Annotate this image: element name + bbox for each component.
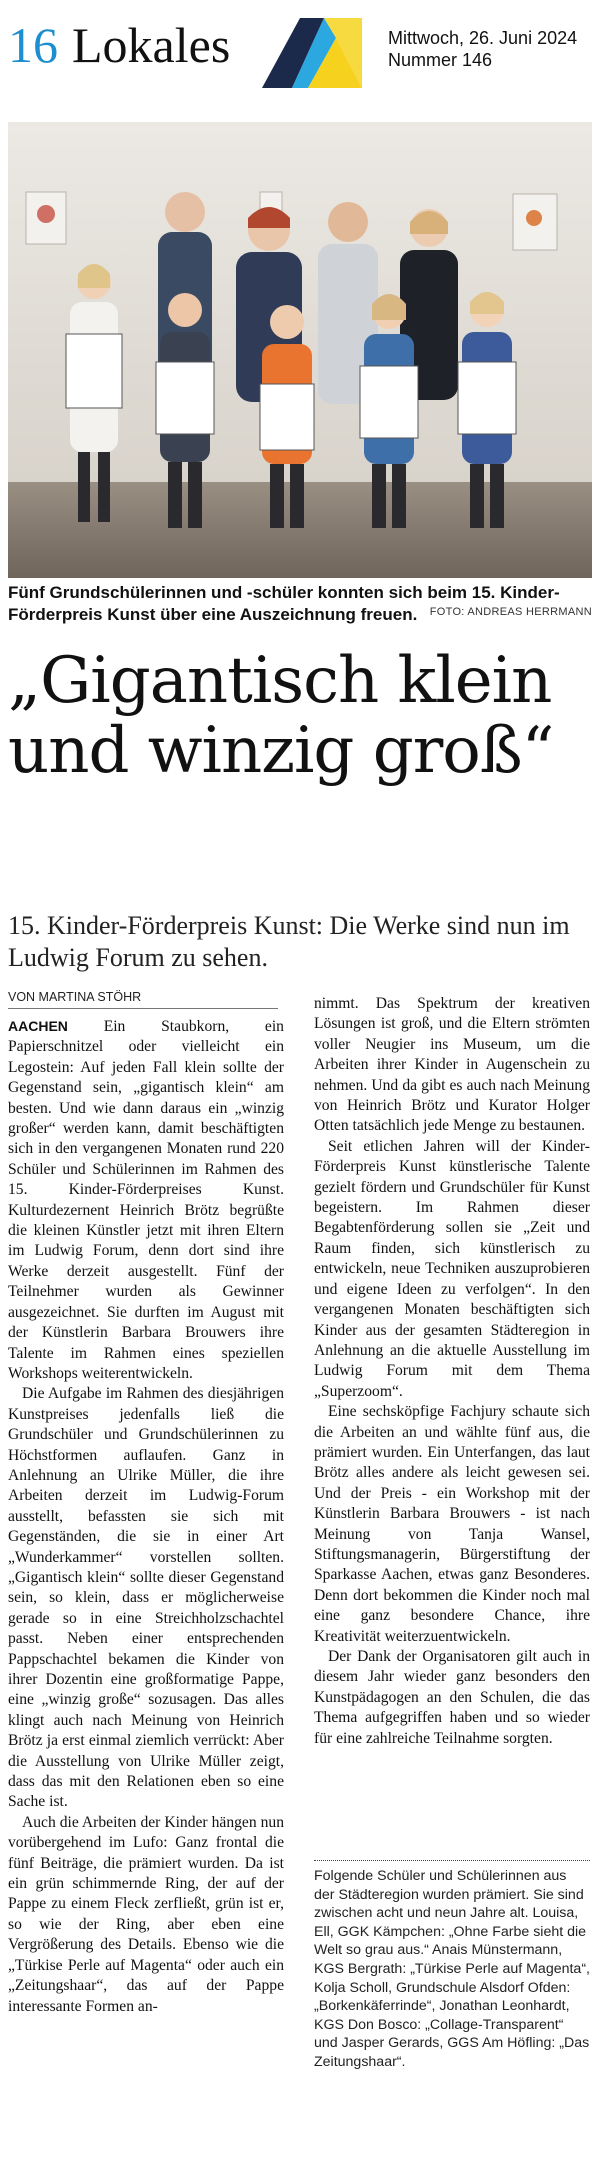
article-paragraph: [8, 1016, 284, 1384]
page-header: [0, 0, 600, 92]
article-headline: „Gigantisch klein und winzig groß“: [8, 644, 554, 788]
article-paragraph: Eine sechsköpfige Fachjury schaute sich die Arbeiten an und wählte fünf aus, die prämiert wurden. Ein Unterfangen, das laut Brötz alles andere als leicht gewesen sei. Und der Preis - ein Workshop mit der Künstlerin Barbara Brouwers - ist nach Meinung von Tanja Wansel, Stiftungsmanagerin, Bürgerstiftung der Sparkasse Aachen, etwas ganz Besonderes. Denn dort bekommen die Kinder noch mal eine ganz besondere Chance, ihre Kreativität weiterzuentwickeln.: [314, 1403, 590, 1645]
article-paragraph: Der Dank der Organisatoren gilt auch in diesem Jahr wieder ganz besonders den Kunstpädagogen an den Schulen, die das Thema aufgegriffen haben und so wieder für eine zahlreiche Teilnahme sorgten.: [314, 1648, 590, 1747]
newspaper-logo: [262, 18, 362, 88]
article-author: VON MARTINA STÖHR: [8, 990, 278, 1009]
article-paragraph: Die Aufgabe im Rahmen des diesjährigen Kunstpreises jedenfalls ließ die Grundschüler und Grundschülerinnen zu Höchstformen auflaufen. Ganz in Anlehnung an Ulrike Müller, die ihre Arbeiten derzeit im Ludwig-Forum ausstellt, befassten sie sich mit Gegenständen, die sie in einer Art „Wunderkammer“ vorstellen sollten. „Gigantisch klein“ sollte dieser Gegenstand sein, so klein, dass er möglicherweise gerade so in eine Streichholzschachtel passt. Neben einer entsprechenden Pappschachtel bekamen die Kinder von ihrer Dozentin eine großformatige Pappe, eine „winzig große“ sozusagen. Das alles klingt auch nach Meinung von Heinrich Brötz ja erst einmal ziemlich verrückt: Aber die Ausstellung von Ulrike Müller zeigt, dass das mit den Relationen eben so eine Sache ist.: [8, 1385, 284, 1811]
article-paragraph: Seit etlichen Jahren will der Kinder-Förderpreis Kunst künstlerische Talente gezielt fördern und Grundschüler für Kunst begeistern. Im Rahmen dieser Begabtenförderung sollen sie „Zeit und Raum finden, sich künstlerisch zu entwickeln, neue Techniken auszuprobieren und eigene Ideen zu verfolgen“. In den vergangenen Monaten beschäftigten sich Kinder aus der gesamten Städteregion in Anlehnung an die aktuelle Ausstellung im Ludwig Forum mit dem Thema „Superzoom“.: [314, 1137, 590, 1400]
issue-number: Nummer 146: [388, 50, 493, 70]
article-column-1: [8, 1016, 284, 2017]
winners-infobox: Folgende Schüler und Schülerinnen aus der Städteregion wurden prämiert. Sie sind zwischen acht und neun Jahre alt. Louisa, Ell, GGK Kämpchen: „Ohne Farbe sieht die Welt so grau aus.“ Anais Münstermann, KGS Bergrath: „Türkise Perle auf Magenta“, Kolja Scholl, Grundschule Alsdorf Ofden: „Borkenkäferrinde“, Jonathan Leonhardt, KGS Don Bosco: „Collage-Transparent“ und Jasper Gerards, GGS Am Höfling: „Das Zeitungshaar“.: [314, 1860, 590, 2072]
article-column-2: [314, 994, 590, 1749]
article-paragraph: Auch die Arbeiten der Kinder hängen nun vorübergehend im Lufo: Ganz frontal die fünf Beiträge, die prämiert wurden. Da ist ein grün schimmernde Ring, der auf der Pappe zu einem Fleck zerfließt, grün ist er, so wie der Ring, aber eben eine Vergrößerung des Details. Ebenso wie die „Türkise Perle auf Magenta“ oder auch ein „Zeitungshaar“, das auf der Pappe interessante Formen an-: [8, 1813, 284, 2015]
group-photo-illustration: [8, 122, 592, 578]
issue-date: Mittwoch, 26. Juni 2024: [388, 28, 578, 48]
page-number: 16: [8, 17, 58, 73]
article-subheadline: 15. Kinder-Förderpreis Kunst: Die Werke sind nun im Ludwig Forum zu sehen.: [8, 911, 570, 972]
article-paragraph-text: Ein Staubkorn, ein Papierschnitzel oder vielleicht ein Legostein: Auf jeden Fall klein sollte der Gegenstand sein, „gigantisch klein“ am besten. Und wie dann daraus ein „winzig großer“ werden kann, damit beschäftigten sich in den vergangenen Monaten rund 220 Schüler und Schülerinnen im Rahmen des 15. Kinder-Förderpreises Kunst. Kulturdezernent Heinrich Brötz begrüßte die kleinen Künstler jetzt mit ihren Eltern im Ludwig Forum, denn dort sind ihre Werke derzeit ausgestellt. Fünf der Teilnehmer wurden als Gewinner ausgezeichnet. Sie durften im August mit der Künstlerin Barbara Brouwers ihre Talente im Rahmen eines speziellen Workshops weiterentwickeln.: [8, 1018, 284, 1382]
photo-caption: Fünf Grundschülerinnen und -schüler konnten sich beim 15. Kinder-Förderpreis Kunst über eine Auszeichnung freuen.: [8, 583, 560, 624]
group-photo: [8, 122, 592, 578]
photo-credit: FOTO: ANDREAS HERRMANN: [429, 606, 592, 618]
article-paragraph: nimmt. Das Spektrum der kreativen Lösungen ist groß, und die Eltern strömten voller Neugier ins Museum, um die Arbeiten ihrer Kinder in Augenschein zu nehmen. Und da gibt es auch nach Meinung von Heinrich Brötz und Kurator Holger Otten tatsächlich jede Menge zu bestaunen.: [314, 995, 590, 1135]
section-title: Lokales: [72, 17, 231, 73]
article-dateline: AACHEN: [8, 1018, 68, 1034]
